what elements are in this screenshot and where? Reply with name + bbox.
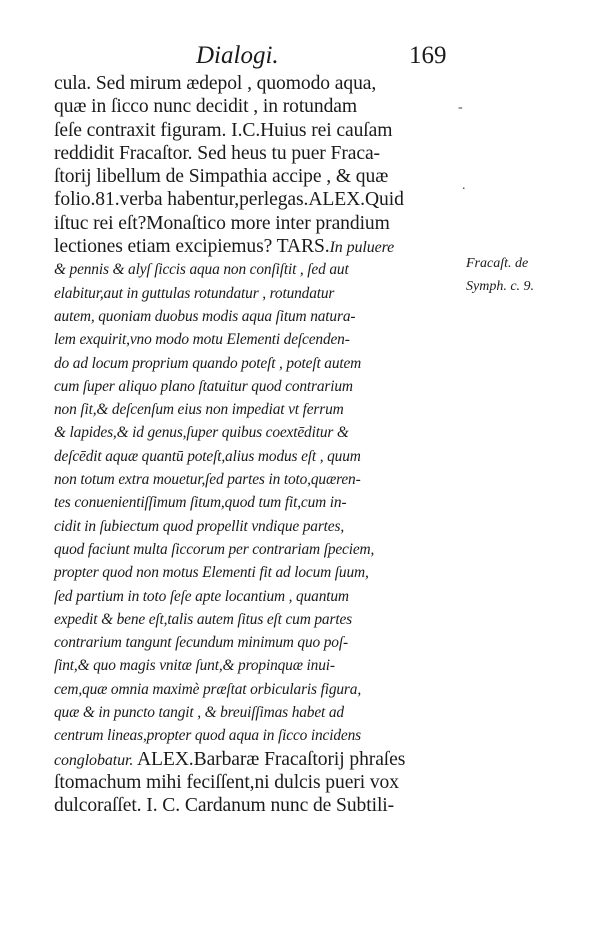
running-head-title: Dialogi. [196,42,279,69]
text-line: ſeſe contraxit figuram. I.C.Huius rei cauſam [54,119,393,141]
text-line: lem exquirit,vno modo motu Elementi deſcenden- [54,331,350,349]
text-line: contrarium tangunt ſecundum minimum quo poſ- [54,634,348,652]
text-line: ſed partium in toto ſeſe apte locantium , quantum [54,587,349,605]
text-line: ſtorij libellum de Simpathia accipe , & quæ [54,166,389,188]
text-line [54,235,474,258]
text-line: non totum extra mouetur,ſed partes in toto,quæren- [54,471,361,489]
text-line: do ad locum proprium quando poteſt , poteſt autem [54,354,362,372]
text-line: cidit in ſubiectum quod propellit vndique partes, [54,517,345,535]
text-line: & pennis & alyſ ſiccis aqua non conſiſtit , ſed aut [54,261,349,279]
page-number: 169 [409,42,447,69]
text-line: centrum lineas,propter quod aqua in ſicco incidens [54,727,361,745]
text-line: iſtuc rei eſt?Monaſtico more inter prandium [54,212,390,234]
text-line: autem, quoniam duobus modis aqua ſitum natura- [54,307,356,325]
body-text [54,72,474,818]
text-line: cum ſuper aliquo plano ſtatuitur quod contrarium [54,377,353,395]
text-line: tes conuenientiſſimum ſitum,quod tum fit,cum in- [54,494,347,512]
text-line: cem,quæ omnia maximè præſtat orbicularis figura, [54,680,362,698]
margin-note-line-2: Symph. c. 9. [466,279,535,294]
margin-note [466,252,586,298]
stray-mark-dot: . [462,178,466,193]
margin-note-line-1: Fracaſt. de [466,256,529,271]
text-line: elabitur,aut in guttulas rotundatur , rotundatur [54,284,335,302]
text-line: propter quod non motus Elementi fit ad locum ſuum, [54,564,369,582]
text-run-roman: ALEX.Barbaræ Fracaſtorij phraſes [133,748,406,770]
text-line: cula. Sed mirum ædepol , quomodo aqua, [54,73,377,94]
text-line: reddidit Fracaſtor. Sed heus tu puer Fraca- [54,142,380,164]
text-line [54,748,474,771]
text-line: folio.81.verba habentur,perlegas.ALEX.Quid [54,189,404,211]
text-line: ſint,& quo magis vnitæ ſunt,& propinquæ inui- [54,657,335,675]
text-line: dulcoraſſet. I. C. Cardanum nunc de Subtili- [54,795,395,817]
text-line: ſtomachum mihi feciſſent,ni dulcis pueri vox [54,771,399,793]
text-line: expedit & bene eſt,talis autem ſitus eſt cum partes [54,610,352,628]
stray-mark-dash: - [458,100,463,115]
text-line: deſcēdit aquæ quantū poteſt,alius modus eſt , quum [54,447,361,465]
text-line: non ſit,& deſcenſum eius non impediat vt ferrum [54,401,344,419]
text-run-italic: conglobatur. [54,751,134,769]
running-head [0,40,591,76]
text-run-roman: lectiones etiam excipiemus? TARS. [54,236,330,258]
text-line: & lapides,& id genus,ſuper quibus coextēditur & [54,424,349,442]
text-run-italic: In puluere [329,239,395,257]
text-line: quæ in ſicco nunc decidit , in rotundam [54,96,358,118]
text-line: quod faciunt multa ſiccorum per contrariam ſpeciem, [54,540,375,558]
text-line: quæ & in puncto tangit , & breuiſſimas habet ad [54,704,344,722]
